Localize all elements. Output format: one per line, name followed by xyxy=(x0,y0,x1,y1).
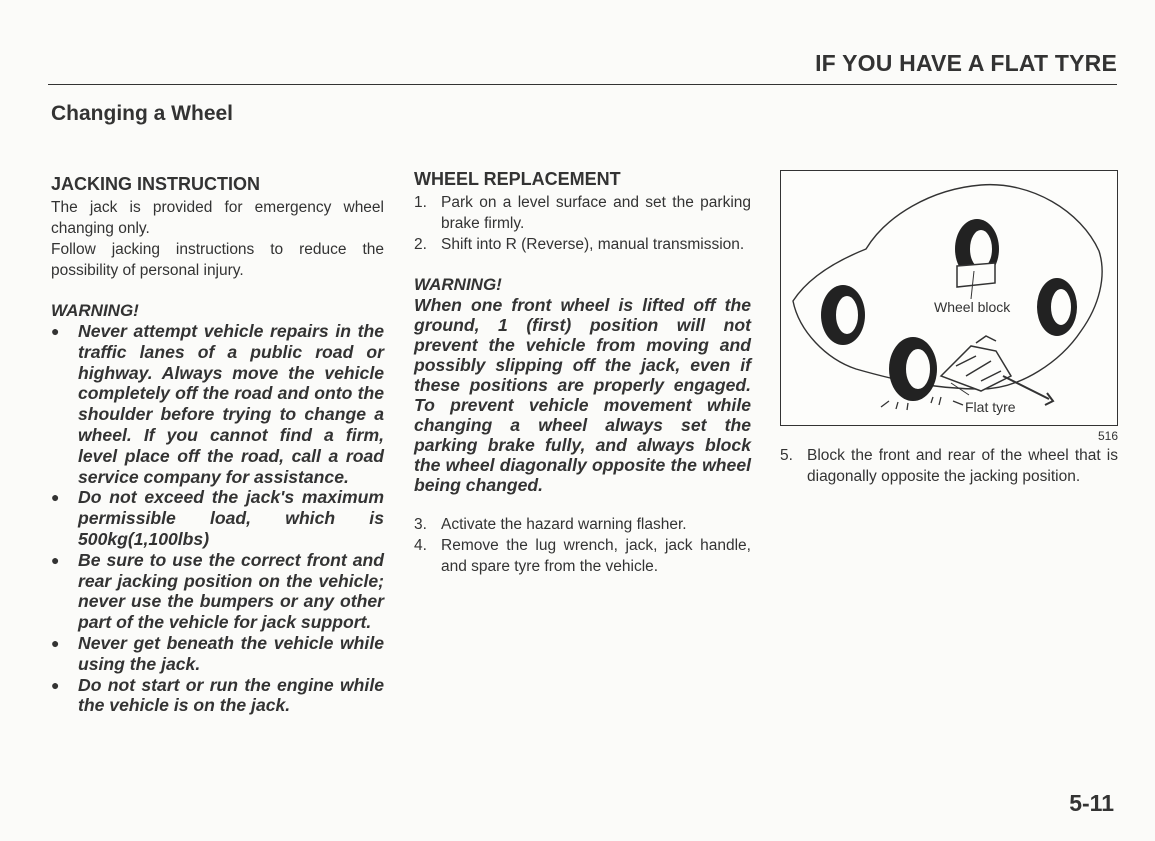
warning-item-text: Be sure to use the correct front and rear jacking position on the vehicle; never use the bumpers or any other part of the vehicle for jack support. xyxy=(78,549,384,633)
wheel-block-icon xyxy=(957,263,995,287)
wheel-change-illustration xyxy=(780,170,1118,426)
warning-item xyxy=(51,633,384,675)
replacement-warning-text: When one front wheel is lifted off the ground, 1 (first) position will not prevent the vehicle from moving and possibly slipping off the jack, even if these positions are properly engaged. To prevent vehicle movement while changing a wheel always set the parking brake fully, and always block the wheel diagonally opposite the wheel being changed. xyxy=(414,295,751,495)
replacement-heading: WHEEL REPLACEMENT xyxy=(414,169,621,189)
step-item xyxy=(414,192,751,234)
flat-tyre-icon xyxy=(889,337,937,401)
ground-marks xyxy=(881,397,963,410)
section-title: Changing a Wheel xyxy=(51,102,234,125)
warning-item xyxy=(51,321,384,487)
bullet-icon: ● xyxy=(51,489,60,506)
header-title: IF YOU HAVE A FLAT TYRE xyxy=(815,50,1117,76)
bullet-icon: ● xyxy=(51,323,60,339)
jacking-instruction-column xyxy=(51,173,384,716)
header-rule xyxy=(48,84,1117,85)
step-text: Shift into R (Reverse), manual transmission. xyxy=(441,236,745,253)
replacement-warning-title: WARNING! xyxy=(414,275,502,294)
jacking-warning-title: WARNING! xyxy=(51,301,139,320)
jacking-warning-list xyxy=(51,321,384,716)
figure-column xyxy=(780,170,1118,487)
page-number: 5-11 xyxy=(1069,790,1114,816)
jacking-heading: JACKING INSTRUCTION xyxy=(51,174,261,194)
step-5-list xyxy=(780,445,1118,487)
jacking-paragraph: The jack is provided for emergency wheel changing only. xyxy=(51,199,384,237)
jacking-paragraph: Follow jacking instructions to reduce the possibility of personal injury. xyxy=(51,241,384,279)
front-left-wheel-icon xyxy=(821,285,865,345)
step-text: Remove the lug wrench, jack, jack handle, and spare tyre from the vehicle. xyxy=(441,537,751,575)
jack-icon xyxy=(941,336,1053,405)
car-jack-drawing xyxy=(781,171,1119,427)
step-item xyxy=(414,535,751,577)
warning-item xyxy=(51,550,384,633)
step-text: Park on a level surface and set the parking brake firmly. xyxy=(441,194,751,232)
step-number: 5. xyxy=(780,447,793,464)
warning-item-text: Never attempt vehicle repairs in the traffic lanes of a public road or highway. Always move the vehicle completely off the road and onto the shoulder before trying to change a wheel. If you cannot find a firm, level place off the road, call a road service company for assistance. xyxy=(78,321,384,487)
replacement-steps-b xyxy=(414,514,751,577)
replacement-steps-a xyxy=(414,192,751,255)
step-item xyxy=(414,234,751,255)
step-item xyxy=(780,445,1118,487)
wheel-block-label: Wheel block xyxy=(934,299,1011,315)
warning-item-text: Never get beneath the vehicle while using the jack. xyxy=(78,632,384,674)
step-item xyxy=(414,514,751,535)
bullet-icon: ● xyxy=(51,676,60,693)
bullet-icon: ● xyxy=(51,551,60,568)
bullet-icon: ● xyxy=(51,634,60,651)
figure-number: 516 xyxy=(1097,429,1118,443)
step-number: 2. xyxy=(414,236,427,253)
flat-tyre-label: Flat tyre xyxy=(965,399,1016,415)
step-number: 1. xyxy=(414,194,427,211)
step-text: Block the front and rear of the wheel that is diagonally opposite the jacking position. xyxy=(807,447,1118,485)
step-text: Activate the hazard warning flasher. xyxy=(441,516,687,533)
warning-item xyxy=(51,487,384,549)
warning-item-text: Do not exceed the jack's maximum permissible load, which is 500kg(1,100lbs) xyxy=(78,487,384,549)
wheel-replacement-column xyxy=(414,168,751,577)
rear-right-wheel-icon xyxy=(1037,278,1077,336)
step-number: 4. xyxy=(414,537,427,554)
warning-item-text: Do not start or run the engine while the vehicle is on the jack. xyxy=(78,674,384,716)
warning-item xyxy=(51,675,384,717)
step-number: 3. xyxy=(414,516,427,533)
